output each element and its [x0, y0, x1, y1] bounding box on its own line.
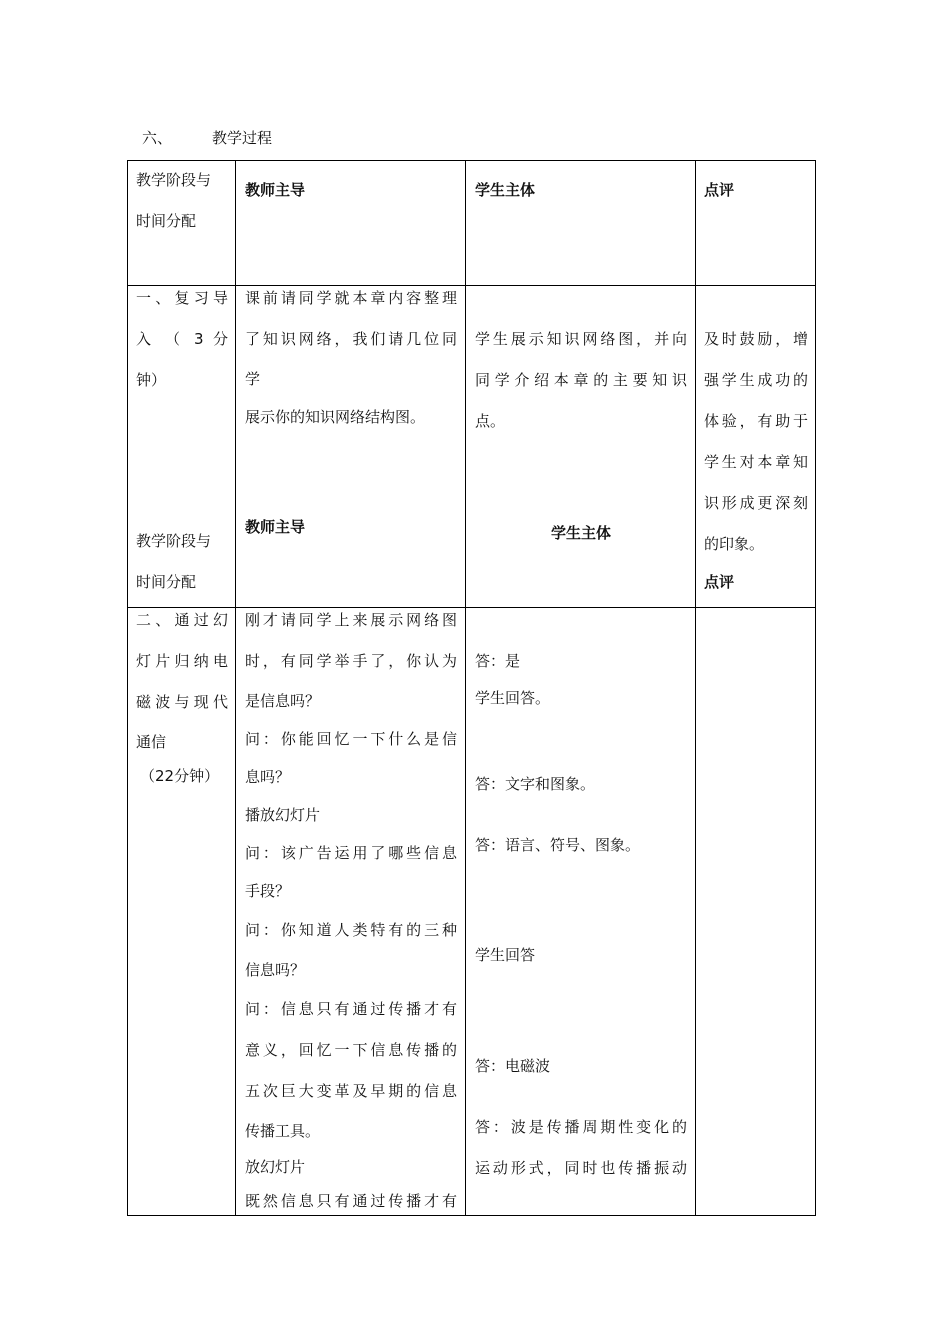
table-rule: [127, 285, 816, 286]
header-stage-line: 时间分配: [136, 212, 197, 230]
row1-comment-line: 的印象。: [704, 535, 765, 553]
row1-student-line: 学生展示知识网络图，并向: [475, 330, 687, 348]
row1-comment-line: 强学生成功的: [704, 371, 808, 389]
row1-repeat-student: 学生主体: [550, 524, 611, 542]
header-teacher: 教师主导: [245, 181, 306, 199]
row1-student-line: 点。: [475, 412, 506, 430]
row2-teacher: [245, 600, 457, 1218]
row1-stage-line: 钟）: [136, 371, 167, 389]
row1-comment-line: 及时鼓励，增: [704, 330, 808, 348]
row1-comment-line: 学生对本章知: [704, 453, 808, 471]
row2-stage-line: 通信: [136, 733, 167, 751]
row2-teacher-line: 五次巨大变革及早期的信息: [245, 1082, 457, 1100]
row2-student-line: 答：波是传播周期性变化的: [475, 1118, 687, 1136]
table-border-top: [127, 160, 816, 161]
row2-teacher-line: 息吗？: [245, 768, 291, 786]
table-col-divider: [235, 160, 236, 1216]
header-stage-line: 教学阶段与: [136, 171, 212, 189]
row2-student-answer-5: 学生回答: [475, 946, 536, 964]
row2-student-answer-4: 答：语言、符号、图象。: [475, 836, 641, 854]
section-number: 六、: [142, 129, 173, 147]
row2-stage: [136, 600, 228, 791]
section-title: 教学过程: [212, 129, 273, 147]
table-rule: [127, 607, 816, 608]
table-border-right: [815, 160, 816, 1216]
row2-teacher-line: 播放幻灯片: [245, 806, 321, 824]
row1-teacher-line: 学: [245, 370, 261, 388]
row2-stage-line: 灯片归纳电: [136, 652, 228, 670]
row2-teacher-line: 既然信息只有通过传播才有: [245, 1192, 457, 1210]
row2-teacher-line: 意义，回忆一下信息传播的: [245, 1041, 457, 1059]
row1-teacher: [245, 278, 457, 436]
teaching-process-table: [127, 160, 816, 1216]
row2-teacher-line: 问：该广告运用了哪些信息: [245, 844, 457, 862]
row1-comment: [704, 319, 808, 565]
row2-teacher-line: 问：你能回忆一下什么是信: [245, 730, 457, 748]
section-heading: [142, 127, 272, 148]
row2-teacher-line: 是信息吗？: [245, 692, 321, 710]
row1-stage-line: 入 （ 3 分: [136, 330, 228, 348]
row1-student: [475, 319, 687, 442]
row2-teacher-line: 手段？: [245, 882, 291, 900]
row1-comment-line: 识形成更深刻: [704, 494, 808, 512]
row2-teacher-line: 传播工具。: [245, 1122, 321, 1140]
row2-teacher-line: 问：信息只有通过传播才有: [245, 1000, 457, 1018]
row1-repeat-stage: [136, 521, 211, 603]
row2-stage-line: 二、通过幻: [136, 611, 228, 629]
row2-student-answer-3: 答：文字和图象。: [475, 775, 596, 793]
row2-student-line: 运动形式，同时也传播振动: [475, 1159, 687, 1177]
row2-teacher-line: 信息吗？: [245, 961, 306, 979]
row1-teacher-line: 展示你的知识网络结构图。: [245, 408, 426, 426]
row1-teacher-line: 课前请同学就本章内容整理: [245, 289, 457, 307]
row1-repeat-teacher: 教师主导: [245, 518, 306, 536]
row1-teacher-line: 了知识网络，我们请几位同: [245, 330, 457, 348]
row2-student-answer-6: 答：电磁波: [475, 1057, 551, 1075]
header-student: 学生主体: [475, 181, 536, 199]
row1-repeat-stage-line: 教学阶段与: [136, 532, 212, 550]
row2-stage-line: 磁波与现代: [136, 693, 228, 711]
row2-teacher-line: 刚才请同学上来展示网络图: [245, 611, 457, 629]
header-comment: 点评: [704, 181, 735, 199]
row2-student-answer-7: [475, 1107, 687, 1189]
row1-comment-line: 体验，有助于: [704, 412, 808, 430]
row1-stage: [136, 278, 228, 401]
row1-student-line: 同学介绍本章的主要知识: [475, 371, 687, 389]
row1-stage-line: 一、复习导: [136, 289, 228, 307]
table-col-divider: [465, 160, 466, 1216]
row2-student-answer-1: 答：是: [475, 652, 521, 670]
header-stage: [136, 160, 211, 242]
row2-student-answer-2: 学生回答。: [475, 689, 551, 707]
row2-teacher-line: 问：你知道人类特有的三种: [245, 921, 457, 939]
table-border-bottom: [127, 1215, 816, 1216]
row1-repeat-stage-line: 时间分配: [136, 573, 197, 591]
row2-teacher-line: 时，有同学举手了，你认为: [245, 652, 457, 670]
row2-teacher-line: 放幻灯片: [245, 1158, 306, 1176]
row1-repeat-comment: 点评: [704, 573, 735, 591]
row2-stage-line: （22分钟）: [140, 767, 220, 785]
table-border-left: [127, 160, 128, 1216]
table-col-divider: [695, 160, 696, 1216]
